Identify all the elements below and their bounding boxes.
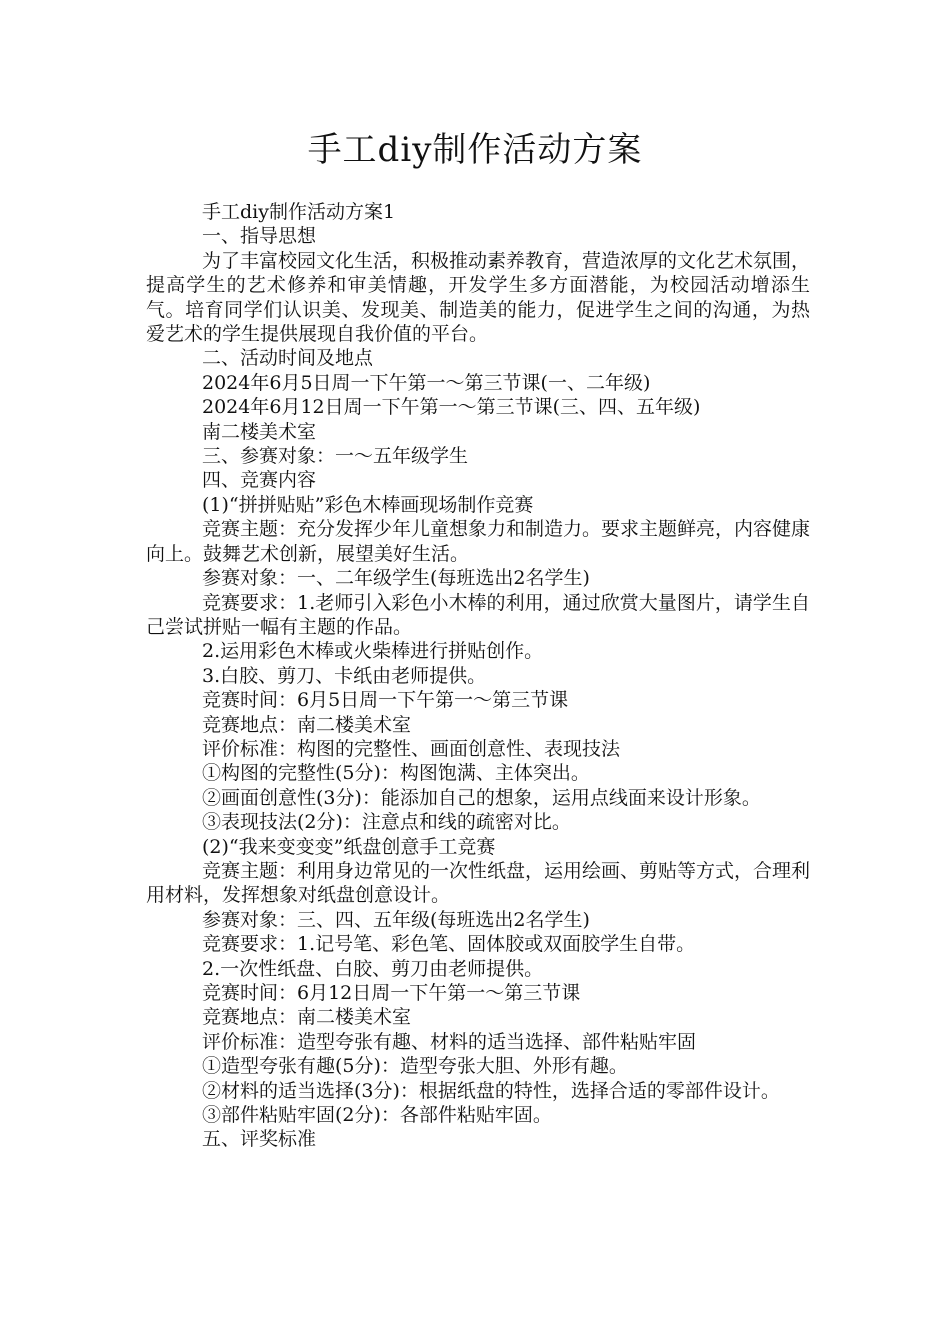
paragraph-date-1: 2024年6月5日周一下午第一～第三节课(一、二年级) xyxy=(202,371,651,394)
paragraph-participants-2: 参赛对象：三、四、五年级(每班选出2名学生) xyxy=(202,908,590,931)
paragraph-date-2: 2024年6月12日周一下午第一～第三节课(三、四、五年级) xyxy=(202,396,701,419)
paragraph-guiding-ideology: 为了丰富校园文化生活，积极推动素养教育，营造浓厚的文化艺术氛围，提高学生的艺术修养和审美情趣，开发学生多方面潜能，为校园活动增添生气。培育同学们认识美、发现美、制造美的能力，促进学生之间的沟通，为热爱艺术的学生提供展现自我价值的平台。 xyxy=(146,249,811,346)
section-heading-competition-content: 四、竞赛内容 xyxy=(202,469,317,492)
paragraph-requirements-1-3: 3.白胶、剪刀、卡纸由老师提供。 xyxy=(202,664,487,687)
paragraph-requirements-2: 竞赛要求：1.记号笔、彩色笔、固体胶或双面胶学生自带。 xyxy=(202,933,696,956)
paragraph-criteria-1-a: ①构图的完整性(5分)：构图饱满、主体突出。 xyxy=(202,762,590,785)
paragraph-criteria-2: 评价标准：造型夸张有趣、材料的适当选择、部件粘贴牢固 xyxy=(202,1030,697,1053)
paragraph-requirements-2-2: 2.一次性纸盘、白胶、剪刀由老师提供。 xyxy=(202,957,544,980)
paragraph-criteria-1-b: ②画面创意性(3分)：能添加自己的想象，运用点线面来设计形象。 xyxy=(202,786,761,809)
paragraph-participants-1: 参赛对象：一、二年级学生(每班选出2名学生) xyxy=(202,567,590,590)
paragraph-criteria-2-a: ①造型夸张有趣(5分)：造型夸张大胆、外形有趣。 xyxy=(202,1055,628,1078)
paragraph-time-1: 竞赛时间：6月5日周一下午第一～第三节课 xyxy=(202,689,569,712)
paragraph-criteria-2-c: ③部件粘贴牢固(2分)：各部件粘贴牢固。 xyxy=(202,1104,552,1127)
subsection-heading-1: (1)“拼拼贴贴”彩色木棒画现场制作竞赛 xyxy=(202,493,534,516)
paragraph-criteria-2-b: ②材料的适当选择(3分)：根据纸盘的特性，选择合适的零部件设计。 xyxy=(202,1079,780,1102)
section-heading-award-criteria: 五、评奖标准 xyxy=(202,1128,317,1151)
document-title: 手工diy制作活动方案 xyxy=(307,130,643,170)
paragraph-requirements-1-2: 2.运用彩色木棒或火柴棒进行拼贴创作。 xyxy=(202,640,544,663)
paragraph-criteria-1-c: ③表现技法(2分)：注意点和线的疏密对比。 xyxy=(202,811,571,834)
paragraph-theme-2: 竞赛主题：利用身边常见的一次性纸盘，运用绘画、剪贴等方式，合理利用材料，发挥想象对纸盘创意设计。 xyxy=(146,859,811,907)
paragraph-location: 南二楼美术室 xyxy=(202,420,317,443)
subsection-heading-2: (2)“我来变变变”纸盘创意手工竞赛 xyxy=(202,835,496,858)
document-body xyxy=(146,200,810,1152)
section-heading-guiding-ideology: 一、指导思想 xyxy=(202,225,317,248)
paragraph-criteria-1: 评价标准：构图的完整性、画面创意性、表现技法 xyxy=(202,737,621,760)
paragraph-place-1: 竞赛地点：南二楼美术室 xyxy=(202,713,412,736)
paragraph-place-2: 竞赛地点：南二楼美术室 xyxy=(202,1006,412,1029)
paragraph-time-2: 竞赛时间：6月12日周一下午第一～第三节课 xyxy=(202,982,581,1004)
paragraph-theme-1: 竞赛主题：充分发挥少年儿童想象力和制造力。要求主题鲜亮，内容健康向上。鼓舞艺术创新，展望美好生活。 xyxy=(146,518,811,565)
subtitle-paragraph: 手工diy制作活动方案1 xyxy=(202,201,396,223)
paragraph-requirements-1: 竞赛要求：1.老师引入彩色小木棒的利用，通过欣赏大量图片，请学生自己尝试拼贴一幅有主题的作品。 xyxy=(146,591,810,638)
section-heading-participants: 三、参赛对象：一～五年级学生 xyxy=(202,445,469,468)
section-heading-time-place: 二、活动时间及地点 xyxy=(202,347,374,370)
